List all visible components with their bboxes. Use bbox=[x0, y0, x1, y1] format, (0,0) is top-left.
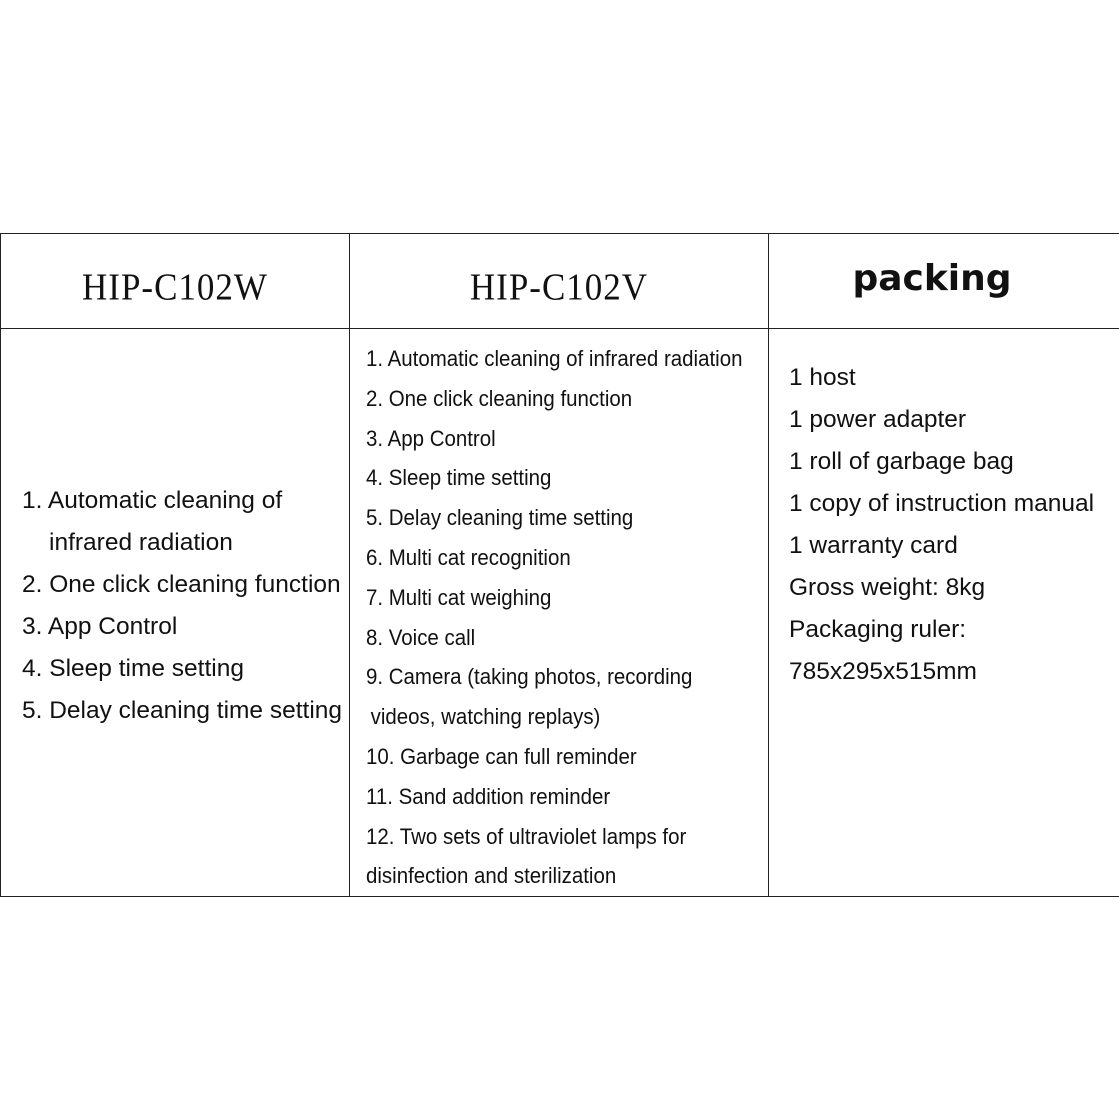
packing-item: 1 warranty card bbox=[789, 532, 958, 559]
header-model-w: HIP-C102W bbox=[1, 230, 350, 333]
packing-item: 785x295x515mm bbox=[789, 658, 977, 685]
model-w-feature: 2. One click cleaning function bbox=[22, 570, 341, 598]
model-v-feature-list bbox=[366, 339, 768, 896]
model-v-feature: 3. App Control bbox=[366, 425, 496, 451]
model-v-feature: 4. Sleep time setting bbox=[366, 465, 552, 491]
content-row bbox=[1, 329, 1119, 897]
header-packing: packing bbox=[769, 234, 1119, 329]
packing-item: Gross weight: 8kg bbox=[789, 574, 986, 601]
packing-item: 1 host bbox=[789, 364, 856, 391]
model-v-feature: 7. Multi cat weighing bbox=[366, 584, 552, 610]
packing-item: Packaging ruler: bbox=[789, 616, 967, 643]
model-w-feature: 3. App Control bbox=[22, 612, 178, 640]
model-v-feature: 5. Delay cleaning time setting bbox=[366, 505, 634, 531]
packing-item: 1 copy of instruction manual bbox=[789, 490, 1095, 517]
packing-item: 1 roll of garbage bag bbox=[789, 448, 1014, 475]
model-w-feature-list bbox=[22, 480, 349, 732]
packing-item: 1 power adapter bbox=[789, 406, 967, 433]
model-v-feature: 8. Voice call bbox=[366, 624, 476, 650]
model-v-feature: 6. Multi cat recognition bbox=[366, 544, 571, 570]
model-v-feature: 11. Sand addition reminder bbox=[366, 783, 611, 809]
packing-list bbox=[789, 357, 1119, 693]
model-v-cell bbox=[350, 329, 769, 897]
packing-cell bbox=[769, 329, 1119, 897]
header-model-v: HIP-C102V bbox=[350, 230, 769, 333]
model-v-feature: videos, watching replays) bbox=[370, 704, 601, 730]
model-v-feature: 9. Camera (taking photos, recording bbox=[366, 664, 693, 690]
model-w-cell bbox=[1, 329, 350, 897]
model-w-feature: 4. Sleep time setting bbox=[22, 654, 244, 682]
model-w-feature: 5. Delay cleaning time setting bbox=[22, 696, 343, 724]
model-v-feature: 12. Two sets of ultraviolet lamps for bbox=[366, 823, 687, 849]
spec-comparison-table bbox=[0, 233, 1119, 897]
model-w-feature: 1. Automatic cleaning of bbox=[22, 486, 283, 514]
header-row bbox=[1, 234, 1119, 329]
model-v-feature: 1. Automatic cleaning of infrared radiation bbox=[366, 346, 743, 371]
model-w-feature: infrared radiation bbox=[49, 528, 233, 556]
model-v-feature: 2. One click cleaning function bbox=[366, 385, 633, 411]
model-v-feature: 10. Garbage can full reminder bbox=[366, 743, 637, 769]
model-v-feature: disinfection and sterilization bbox=[366, 863, 617, 889]
